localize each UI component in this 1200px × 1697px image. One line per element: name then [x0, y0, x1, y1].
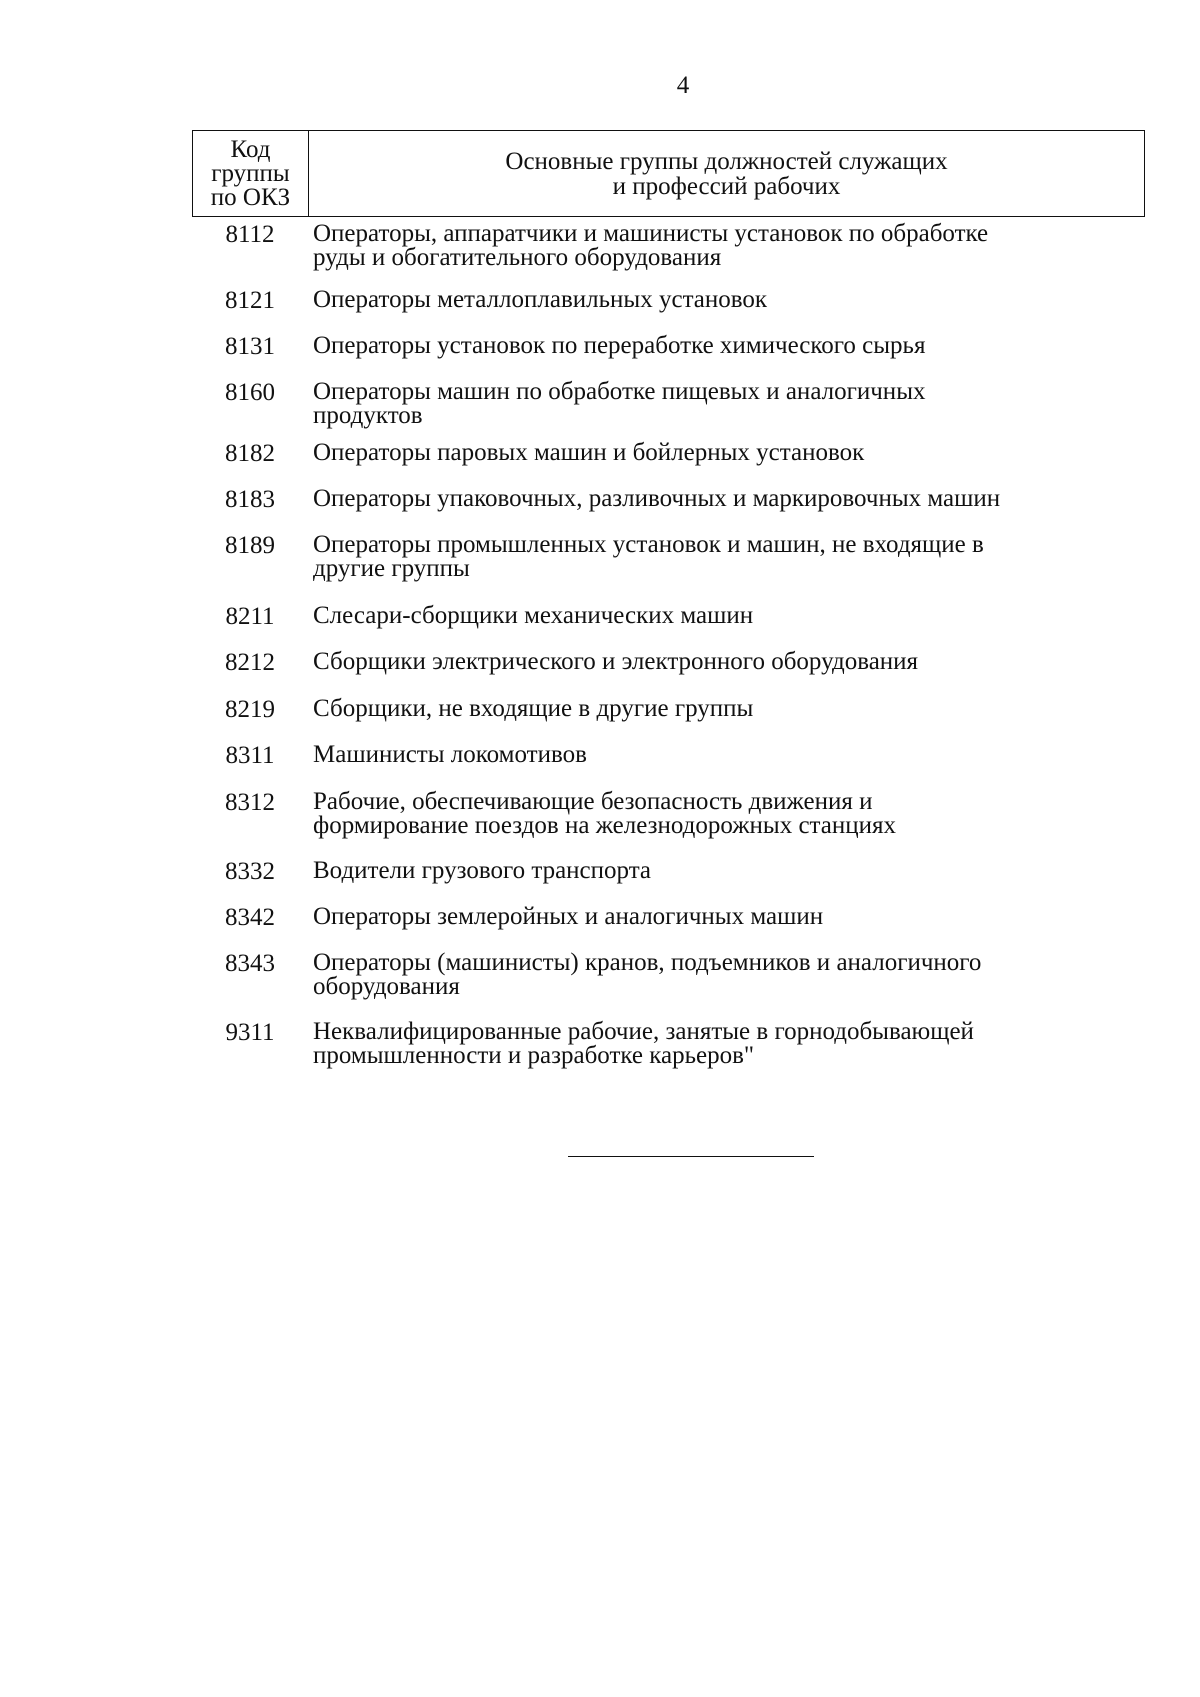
row-name — [308, 697, 1152, 722]
row-code: 8332 — [225, 858, 275, 885]
row-code: 8112 — [225, 221, 275, 248]
table-row — [192, 288, 1152, 313]
table-row — [192, 697, 1152, 722]
row-name — [308, 222, 1152, 270]
row-name-line: промышленности и разработке карьеров" — [313, 1042, 755, 1069]
row-name-line: Операторы промышленных установок и машин, не входящие в — [313, 531, 984, 558]
row-name — [308, 604, 1152, 629]
header-code-line-1: Код — [230, 135, 271, 163]
header-title-line-1: Основные группы должностей служащих — [505, 147, 948, 175]
row-name — [308, 951, 1152, 999]
table-header — [192, 130, 1145, 217]
row-name — [308, 650, 1152, 675]
row-name-line: Операторы машин по обработке пищевых и аналогичных — [313, 378, 926, 405]
row-code: 8160 — [225, 379, 275, 406]
table-row — [192, 222, 1152, 270]
row-name-line: Слесари-сборщики механических машин — [313, 602, 754, 629]
row-code: 8189 — [225, 532, 275, 559]
row-name — [308, 790, 1152, 838]
row-name — [308, 380, 1152, 428]
header-code-cell — [193, 131, 309, 216]
header-title-line-2: и профессий рабочих — [612, 172, 841, 200]
table-row — [192, 604, 1152, 629]
row-name-line: Операторы установок по переработке химического сырья — [313, 332, 926, 359]
row-name — [308, 533, 1152, 581]
table-row — [192, 905, 1152, 930]
table-row — [192, 790, 1152, 838]
table-row — [192, 487, 1152, 512]
row-name-line: формирование поездов на железнодорожных станциях — [313, 812, 897, 839]
row-name — [308, 288, 1152, 313]
table-row — [192, 533, 1152, 581]
row-name-line: Операторы землеройных и аналогичных машин — [313, 903, 824, 930]
row-code: 8342 — [225, 904, 275, 931]
table-row — [192, 743, 1152, 768]
row-name-line: Операторы (машинисты) кранов, подъемников и аналогичного — [313, 949, 982, 976]
row-name-line: руды и обогатительного оборудования — [313, 244, 722, 271]
row-code: 8343 — [225, 950, 275, 977]
table-row — [192, 334, 1152, 359]
row-name-line: продуктов — [313, 402, 423, 429]
row-name-line: Сборщики, не входящие в другие группы — [313, 695, 754, 722]
row-code: 8311 — [225, 742, 275, 769]
header-title-cell — [309, 131, 1144, 216]
header-code-line-3: по ОКЗ — [210, 183, 291, 211]
row-name — [308, 859, 1152, 884]
row-name — [308, 743, 1152, 768]
row-name-line: Операторы паровых машин и бойлерных установок — [313, 439, 865, 466]
row-name — [308, 905, 1152, 930]
table-row — [192, 650, 1152, 675]
row-code: 8312 — [225, 789, 275, 816]
table-row — [192, 859, 1152, 884]
row-name — [308, 334, 1152, 359]
row-code: 8182 — [225, 440, 275, 467]
row-name-line: Машинисты локомотивов — [313, 741, 587, 768]
table-row — [192, 1020, 1152, 1068]
row-name-line: Операторы упаковочных, разливочных и маркировочных машин — [313, 485, 1001, 512]
row-code: 8183 — [225, 486, 275, 513]
row-name — [308, 1020, 1152, 1068]
row-code: 8131 — [225, 333, 275, 360]
header-code-line-2: группы — [211, 159, 290, 187]
row-name-line: Водители грузового транспорта — [313, 857, 652, 884]
row-name — [308, 487, 1152, 512]
row-code: 8219 — [225, 696, 275, 723]
row-name-line: другие группы — [313, 555, 470, 582]
row-code: 8212 — [225, 649, 275, 676]
table-row — [192, 441, 1152, 466]
row-code: 8211 — [225, 603, 275, 630]
end-of-document-rule — [568, 1156, 814, 1157]
row-name-line: Неквалифицированные рабочие, занятые в горнодобывающей — [313, 1018, 974, 1045]
row-name — [308, 441, 1152, 466]
row-name-line: Операторы металлоплавильных установок — [313, 286, 768, 313]
row-code: 9311 — [225, 1019, 275, 1046]
table-row — [192, 951, 1152, 999]
table-row — [192, 380, 1152, 428]
row-name-line: Сборщики электрического и электронного оборудования — [313, 648, 919, 675]
row-code: 8121 — [225, 287, 275, 314]
row-name-line: оборудования — [313, 973, 460, 1000]
row-name-line: Рабочие, обеспечивающие безопасность движения и — [313, 788, 873, 815]
page-number: 4 — [676, 72, 690, 99]
row-name-line: Операторы, аппаратчики и машинисты установок по обработке — [313, 220, 989, 247]
